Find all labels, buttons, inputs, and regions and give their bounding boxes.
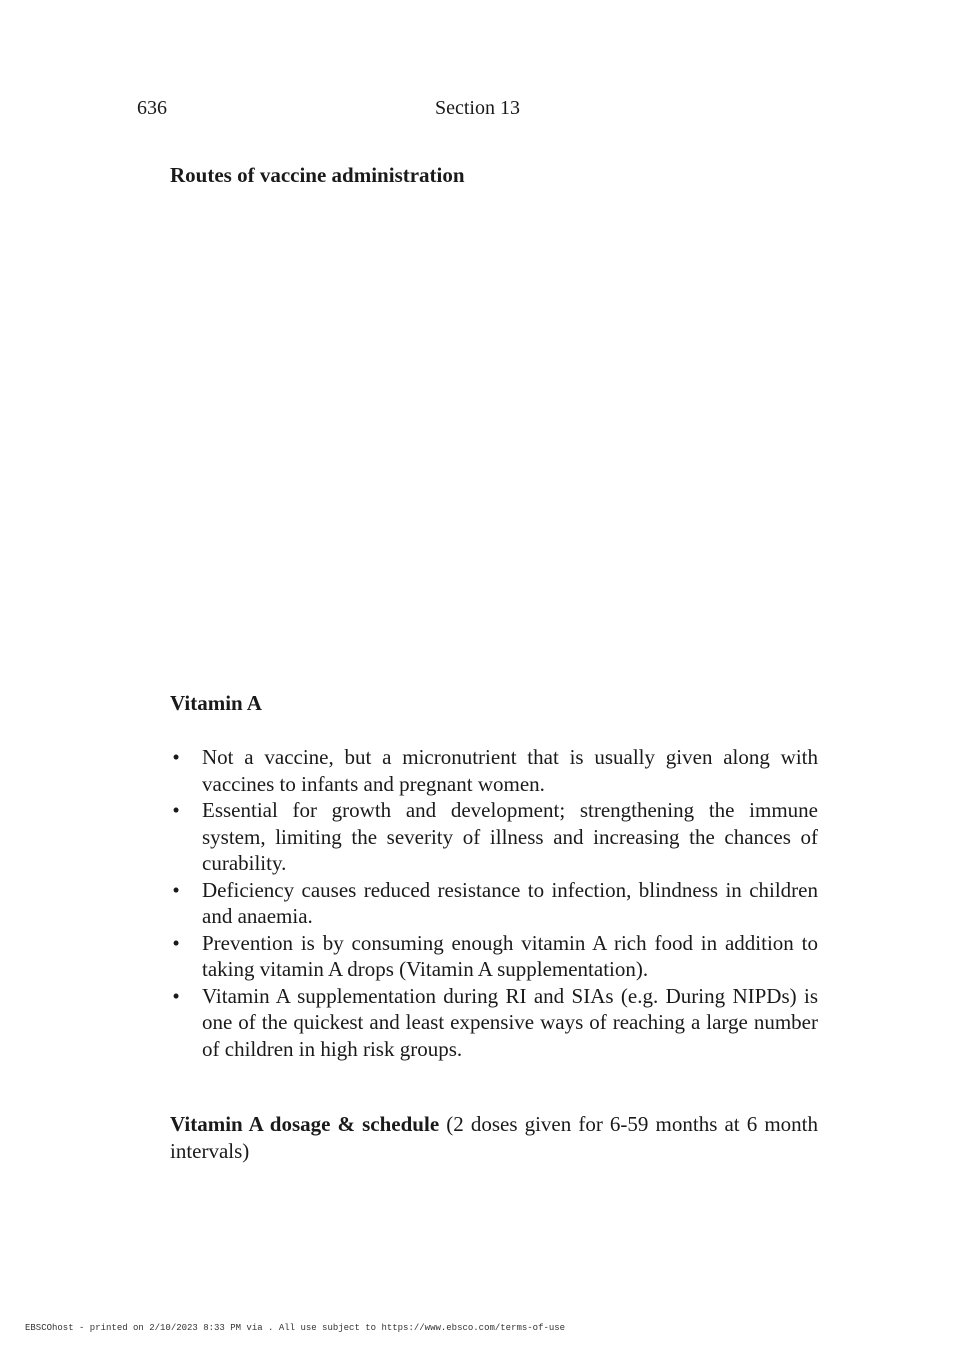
bullet-icon: • [172, 983, 180, 1008]
bullet-icon: • [172, 877, 180, 902]
page-number: 636 [137, 97, 167, 119]
dosage-schedule-text: (2 doses given for 6-59 months at 6 month intervals) [170, 1112, 818, 1163]
list-item-text: Deficiency causes reduced resistance to infection, blindness in children and anaemia. [202, 877, 818, 928]
vitamin-a-bullet-list [170, 744, 818, 1062]
list-item-text: Prevention is by consuming enough vitamin A rich food in addition to taking vitamin A drops (Vitamin A supplementation). [202, 930, 818, 981]
list-item-text: Vitamin A supplementation during RI and SIAs (e.g. During NIPDs) is one of the quickest and least expensive ways of reaching a large number of children in high risk groups. [202, 983, 818, 1061]
list-item [170, 930, 818, 983]
list-item-text: Essential for growth and development; strengthening the immune system, limiting the severity of illness and increasing the chances of curability. [202, 798, 818, 875]
bullet-icon: • [172, 745, 180, 769]
dosage-schedule-paragraph [170, 1111, 818, 1164]
dosage-schedule-heading: Vitamin A dosage & schedule [170, 1112, 440, 1136]
list-item [170, 744, 818, 797]
bullet-icon: • [172, 798, 180, 822]
vitamin-a-heading: Vitamin A [170, 691, 262, 715]
routes-heading: Routes of vaccine administration [170, 163, 465, 187]
running-head: Section 13 [435, 97, 520, 119]
list-item [170, 877, 818, 930]
list-item [170, 983, 818, 1063]
bullet-icon: • [172, 930, 180, 955]
ebsco-footer: EBSCOhost - printed on 2/10/2023 8:33 PM via . All use subject to https://www.ebsco.com/terms-of-use [25, 1323, 566, 1333]
list-item-text: Not a vaccine, but a micronutrient that is usually given along with vaccines to infants and pregnant women. [202, 745, 818, 796]
list-item [170, 797, 818, 877]
